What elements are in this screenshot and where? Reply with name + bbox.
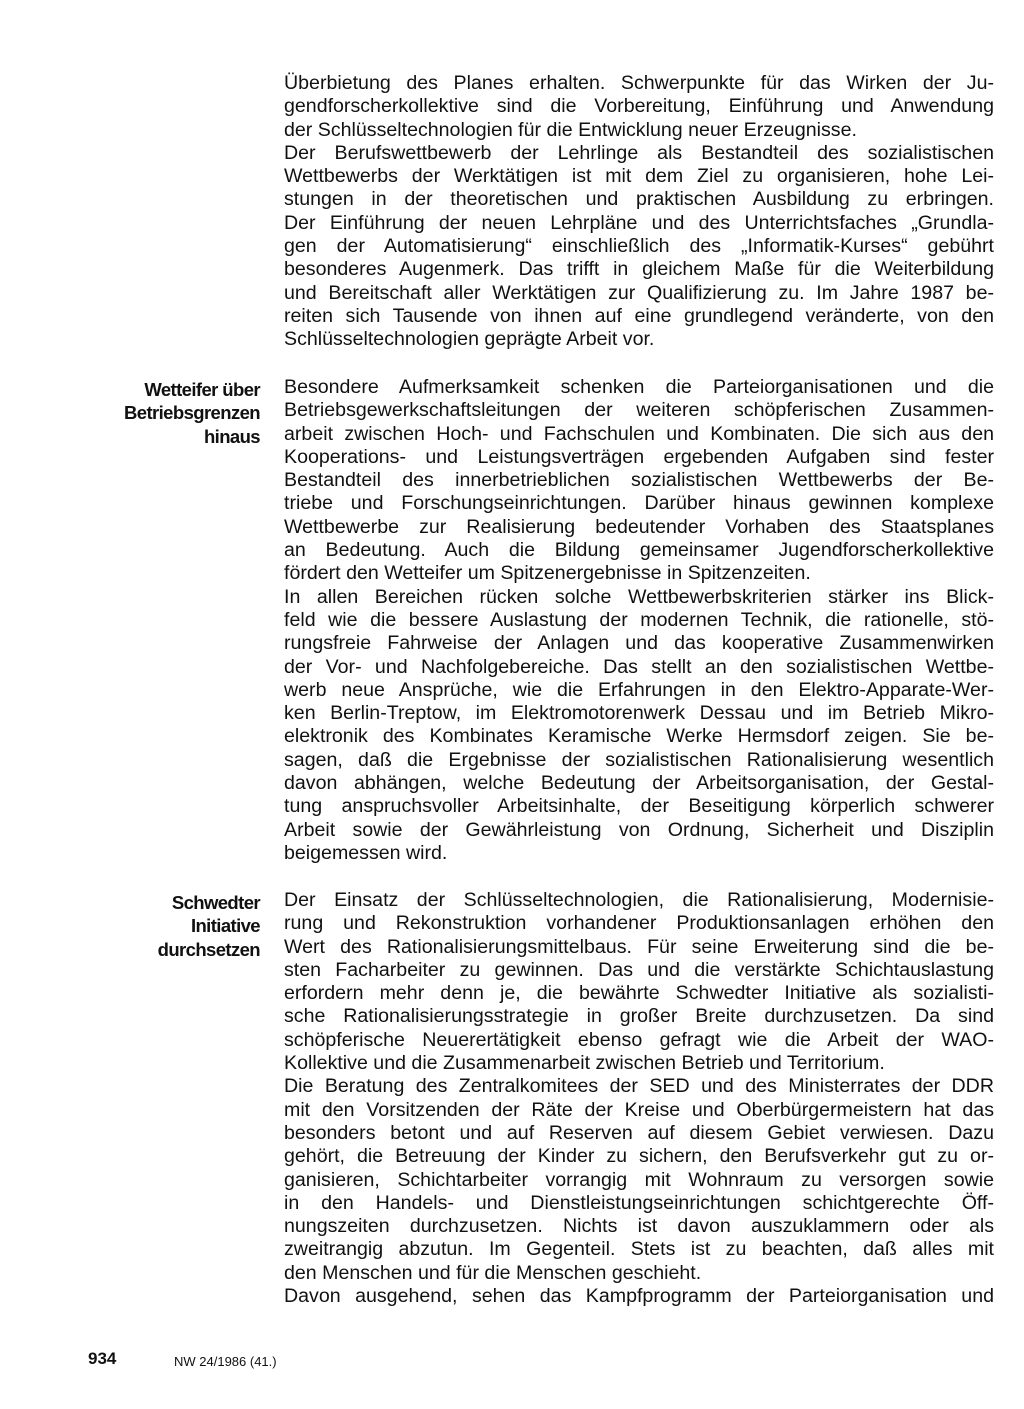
- text-line: ganisieren, Schichtarbeiter vorrangig mit Wohnraum zu versorgen sowie: [284, 1168, 994, 1191]
- text-line: schöpferische Neuerertätigkeit ebenso gefragt wie die Arbeit der WAO-: [284, 1028, 994, 1051]
- text-line: Wert des Rationalisierungsmittelbaus. Für seine Erweiterung sind die be-: [284, 935, 994, 958]
- text-line: davon abhängen, welche Bedeutung der Arbeitsorganisation, der Gestal-: [284, 772, 994, 795]
- text-line: In allen Bereichen rücken solche Wettbewerbskriterien stärker ins Blick-: [284, 585, 994, 608]
- text-line: nungszeiten durchzusetzen. Nichts ist davon auszuklammern oder als: [284, 1215, 994, 1238]
- journal-reference: NW 24/1986 (41.): [174, 1354, 277, 1369]
- text-line: Bestandteil des innerbetrieblichen sozialistischen Wettbewerbs der Be-: [284, 469, 994, 492]
- text-line: Besondere Aufmerksamkeit schenken die Parteiorganisationen und die: [284, 376, 994, 398]
- section-heading-wetteifer: [60, 378, 260, 448]
- text-line: Wettbewerbs der Werktätigen ist mit dem Ziel zu organisieren, hohe Lei-: [284, 165, 994, 188]
- text-line: zweitrangig abzutun. Im Gegenteil. Stets ist zu beachten, daß alles mit: [284, 1238, 994, 1261]
- paragraph-block-2: [284, 376, 994, 865]
- text-line: und Bereitschaft aller Werktätigen zur Qualifizierung zu. Im Jahre 1987 be-: [284, 281, 994, 304]
- text-line: Kooperations- und Leistungsverträgen ergebenden Aufgaben sind fester: [284, 445, 994, 468]
- text-line: Schlüsseltechnologien geprägte Arbeit vor.: [284, 328, 655, 351]
- text-line: der Vor- und Nachfolgebereiche. Das stellt an den sozialistischen Wettbe-: [284, 655, 994, 678]
- text-line: ken Berlin-Treptow, im Elektromotorenwerk Dessau und im Betrieb Mikro-: [284, 702, 994, 725]
- text-line: Die Beratung des Zentralkomitees der SED und des Ministerrates der DDR: [284, 1075, 994, 1098]
- text-line: gehört, die Betreuung der Kinder zu sichern, den Berufsverkehr gut zu or-: [284, 1145, 994, 1168]
- text-line: stungen in der theoretischen und praktischen Ausbildung zu erbringen.: [284, 188, 994, 211]
- text-line: erfordern mehr denn je, die bewährte Schwedter Initiative als sozialisti-: [284, 982, 994, 1005]
- text-line: Der Berufswettbewerb der Lehrlinge als Bestandteil des sozialistischen: [284, 141, 994, 164]
- text-line: Der Einführung der neuen Lehrpläne und des Unterrichtsfaches „Grundla-: [284, 211, 994, 234]
- text-line: werb neue Ansprüche, wie die Erfahrungen in den Elektro-Apparate-Wer-: [284, 678, 994, 701]
- text-line: Der Einsatz der Schlüsseltechnologien, die Rationalisierung, Modernisie-: [284, 889, 994, 911]
- text-line: Davon ausgehend, sehen das Kampfprogramm der Parteiorganisation und: [284, 1285, 994, 1308]
- text-line: arbeit zwischen Hoch- und Fachschulen und Kombinaten. Die sich aus den: [284, 422, 994, 445]
- paragraph-block-1: [284, 72, 994, 352]
- text-line: reiten sich Tausende von ihnen auf eine grundlegend veränderte, von den: [284, 304, 994, 327]
- text-line: an Bedeutung. Auch die Bildung gemeinsamer Jugendforscherkollektive: [284, 539, 994, 562]
- text-line: sagen, daß die Ergebnisse der sozialistischen Rationalisierung wesentlich: [284, 748, 994, 771]
- text-line: elektronik des Kombinates Keramische Werke Hermsdorf zeigen. Sie be-: [284, 725, 994, 748]
- text-line: rungsfreie Fahrweise der Anlagen und das kooperative Zusammenwirken: [284, 632, 994, 655]
- text-line: Arbeit sowie der Gewährleistung von Ordnung, Sicherheit und Disziplin: [284, 818, 994, 841]
- heading-line: Initiative: [190, 915, 260, 937]
- text-line: besonders betont und auf Reserven auf diesem Gebiet verwiesen. Dazu: [284, 1121, 994, 1144]
- heading-line: Wetteifer über: [144, 379, 260, 400]
- text-line: Betriebsgewerkschaftsleitungen der weiteren schöpferischen Zusammen-: [284, 399, 994, 422]
- text-line: Wettbewerbe zur Realisierung bedeutender Vorhaben des Staatsplanes: [284, 515, 994, 538]
- section-heading-schwedter: [60, 891, 260, 961]
- text-line: sten Facharbeiter zu gewinnen. Das und die verstärkte Schichtauslastung: [284, 958, 994, 981]
- text-line: gen der Automatisierung“ einschließlich des „Informatik-Kurses“ gebührt: [284, 235, 994, 258]
- paragraph-block-3: [284, 889, 994, 1308]
- text-line: gendforscherkollektive sind die Vorbereitung, Einführung und Anwendung: [284, 95, 994, 118]
- heading-line: durchsetzen: [157, 938, 260, 960]
- text-line: den Menschen und für die Menschen geschieht.: [284, 1261, 702, 1284]
- heading-line: hinaus: [203, 425, 260, 447]
- text-line: feld wie die bessere Auslastung der modernen Technik, die rationelle, stö-: [284, 608, 994, 631]
- text-line: mit den Vorsitzenden der Räte der Kreise und Oberbürgermeistern hat das: [284, 1098, 994, 1121]
- text-line: in den Handels- und Dienstleistungseinrichtungen schichtgerechte Öff-: [284, 1191, 994, 1214]
- heading-line: Betriebsgrenzen: [124, 402, 260, 424]
- page-number: 934: [88, 1349, 117, 1368]
- text-line: Kollektive und die Zusammenarbeit zwischen Betrieb und Territorium.: [284, 1052, 885, 1075]
- text-line: beigemessen wird.: [284, 841, 448, 864]
- text-line: sche Rationalisierungsstrategie in großer Breite durchzusetzen. Da sind: [284, 1005, 994, 1028]
- heading-line: Schwedter: [171, 892, 260, 913]
- text-line: Überbietung des Planes erhalten. Schwerpunkte für das Wirken der Ju-: [284, 72, 994, 94]
- text-line: triebe und Forschungseinrichtungen. Darüber hinaus gewinnen komplexe: [284, 492, 994, 515]
- text-line: tung anspruchsvoller Arbeitsinhalte, der Beseitigung körperlich schwerer: [284, 795, 994, 818]
- text-line: besonderes Augenmerk. Das trifft in gleichem Maße für die Weiterbildung: [284, 258, 994, 281]
- text-line: rung und Rekonstruktion vorhandener Produktionsanlagen erhöhen den: [284, 912, 994, 935]
- text-line: fördert den Wetteifer um Spitzenergebnisse in Spitzenzeiten.: [284, 562, 811, 585]
- text-line: der Schlüsseltechnologien für die Entwicklung neuer Erzeugnisse.: [284, 118, 857, 141]
